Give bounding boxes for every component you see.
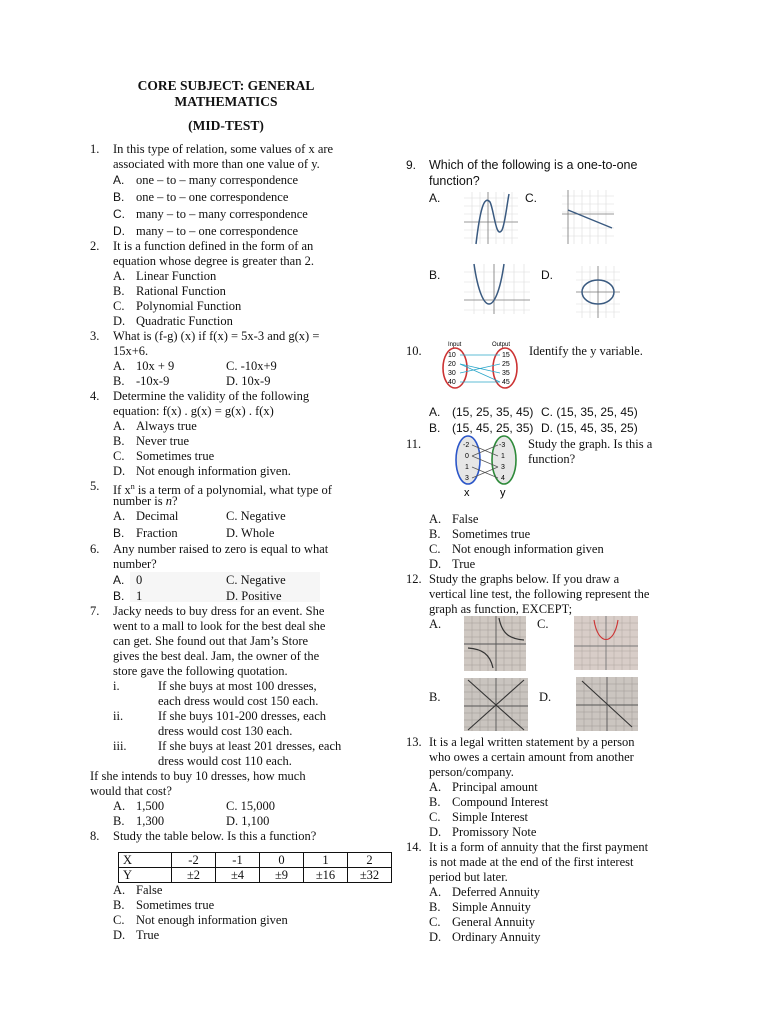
q8-option-a-letter: A. bbox=[113, 883, 126, 897]
q1-number: 1. bbox=[90, 142, 100, 156]
q1-option-a: one – to – many correspondence bbox=[136, 173, 299, 187]
q8-text-line1: Study the table below. Is this a function? bbox=[113, 829, 317, 843]
q3-option-b-letter: B. bbox=[113, 374, 125, 388]
q9-option-b: B. bbox=[429, 268, 441, 282]
q8-table-y-label: Y bbox=[119, 868, 172, 883]
q1-option-b-letter: B. bbox=[113, 190, 125, 204]
q12-graph-a bbox=[464, 616, 526, 671]
q6-option-c: C. Negative bbox=[226, 573, 286, 587]
q1-option-a-letter: A. bbox=[113, 173, 125, 187]
q11-x-label: x bbox=[464, 487, 470, 499]
q7-text-line5: store gave the following quotation. bbox=[113, 664, 288, 678]
q9-option-c: C. bbox=[525, 191, 537, 205]
q5-text-line1: If $x^n$ is a term of a polynomial, what type of bbox=[113, 482, 332, 498]
q10-output-1: 15 bbox=[502, 352, 510, 359]
q2-option-d-letter: D. bbox=[113, 314, 126, 328]
q3-number: 3. bbox=[90, 329, 100, 343]
q3-text-line1: What is (f-g) (x) if f(x) = 5x-3 and g(x) = bbox=[113, 329, 320, 343]
q14-option-d: Ordinary Annuity bbox=[452, 930, 541, 944]
q5-number: 5. bbox=[90, 479, 100, 493]
q8-table-cell: ±9 bbox=[260, 868, 304, 883]
q7-ask-line2: would that cost? bbox=[90, 784, 172, 798]
q14-option-c-letter: C. bbox=[429, 915, 441, 929]
q7-item-iii-line1: If she buys at least 201 dresses, each bbox=[158, 739, 342, 753]
q11-y-2: 1 bbox=[501, 453, 505, 460]
title-line2: MATHEMATICS bbox=[174, 94, 278, 109]
q4-option-a-letter: A. bbox=[113, 419, 126, 433]
q9-text-line2: function? bbox=[429, 174, 480, 188]
q8-table-cell: ±4 bbox=[216, 868, 260, 883]
q6-option-d: D. Positive bbox=[226, 589, 282, 603]
q10-input-3: 30 bbox=[448, 370, 456, 377]
q3-text-line2: 15x+6. bbox=[113, 344, 149, 358]
q12-text-line2: vertical line test, the following represent the bbox=[429, 587, 650, 601]
q14-option-b: Simple Annuity bbox=[452, 900, 531, 914]
q10-option-a: (15, 25, 35, 45) bbox=[452, 405, 534, 419]
q11-option-d: True bbox=[452, 557, 476, 571]
q12-graph-c bbox=[574, 616, 638, 670]
q5-option-c: C. Negative bbox=[226, 509, 286, 523]
q7-ask-line1: If she intends to buy 10 dresses, how much bbox=[90, 769, 306, 783]
q11-x-4: 3 bbox=[465, 475, 469, 482]
q10-output-3: 35 bbox=[502, 370, 510, 377]
q12-text-line1: Study the graphs below. If you draw a bbox=[429, 572, 620, 586]
q4-text-line1: Determine the validity of the following bbox=[113, 389, 310, 403]
q4-option-d: Not enough information given. bbox=[136, 464, 291, 478]
q2-option-b: Rational Function bbox=[136, 284, 226, 298]
q7-item-ii-line1: If she buys 101-200 dresses, each bbox=[158, 709, 327, 723]
q8-table-cell: 1 bbox=[304, 853, 348, 868]
q11-option-a: False bbox=[452, 512, 479, 526]
q11-option-c-letter: C. bbox=[429, 542, 441, 556]
subtitle: (MID-TEST) bbox=[188, 118, 264, 133]
q7-item-ii-number: ii. bbox=[113, 709, 124, 723]
q7-option-a-letter: A. bbox=[113, 799, 126, 813]
q12-number: 12. bbox=[406, 572, 422, 586]
q8-table bbox=[118, 852, 392, 883]
q4-option-d-letter: D. bbox=[113, 464, 126, 478]
q10-input-2: 20 bbox=[448, 361, 456, 368]
q10-option-c: C. (15, 35, 25, 45) bbox=[541, 405, 638, 419]
q5-text-line2: number is n? bbox=[113, 494, 178, 508]
q2-option-b-letter: B. bbox=[113, 284, 125, 298]
q3-option-b: -10x-9 bbox=[136, 374, 170, 388]
q5-option-b: Fraction bbox=[136, 526, 178, 540]
q8-table-x-label: X bbox=[119, 853, 172, 868]
q11-option-a-letter: A. bbox=[429, 512, 442, 526]
q11-text-line1: Study the graph. Is this a bbox=[528, 437, 653, 451]
q7-item-iii-line2: dress would cost 110 each. bbox=[158, 754, 292, 768]
q11-option-d-letter: D. bbox=[429, 557, 442, 571]
q4-option-a: Always true bbox=[136, 419, 197, 433]
q5-option-b-letter: B. bbox=[113, 526, 125, 540]
q9-graph-b bbox=[462, 262, 532, 316]
q11-option-b-letter: B. bbox=[429, 527, 441, 541]
q4-option-c: Sometimes true bbox=[136, 449, 215, 463]
q14-option-d-letter: D. bbox=[429, 930, 442, 944]
q7-item-iii-number: iii. bbox=[113, 739, 127, 753]
q4-number: 4. bbox=[90, 389, 100, 403]
q13-number: 13. bbox=[406, 735, 422, 749]
q2-option-c: Polynomial Function bbox=[136, 299, 242, 313]
q14-number: 14. bbox=[406, 840, 422, 854]
q11-x-1: -2 bbox=[463, 442, 470, 449]
q12-option-a: A. bbox=[429, 617, 442, 631]
q3-option-a: 10x + 9 bbox=[136, 359, 175, 373]
q1-option-d-letter: D. bbox=[113, 224, 125, 238]
q10-option-d: D. (15, 45, 35, 25) bbox=[541, 421, 638, 435]
q7-option-d: D. 1,100 bbox=[226, 814, 270, 828]
q1-text-line1: In this type of relation, some values of x are bbox=[113, 142, 334, 156]
q11-text-line2: function? bbox=[528, 452, 576, 466]
q7-option-c: C. 15,000 bbox=[226, 799, 275, 813]
q8-table-cell: -1 bbox=[216, 853, 260, 868]
q8-option-c: Not enough information given bbox=[136, 913, 288, 927]
q14-text-line2: is not made at the end of the first interest bbox=[429, 855, 634, 869]
q4-option-c-letter: C. bbox=[113, 449, 125, 463]
q7-option-b: 1,300 bbox=[136, 814, 165, 828]
q10-input-1: 10 bbox=[448, 352, 456, 359]
q3-option-c: C. -10x+9 bbox=[226, 359, 277, 373]
q8-option-b: Sometimes true bbox=[136, 898, 215, 912]
q8-option-d-letter: D. bbox=[113, 928, 126, 942]
q9-option-d: D. bbox=[541, 268, 553, 282]
q11-mapping-diagram bbox=[452, 434, 522, 500]
q9-text-line1: Which of the following is a one-to-one bbox=[429, 158, 638, 172]
q12-graph-b bbox=[464, 678, 528, 731]
q11-y-3: 3 bbox=[501, 464, 505, 471]
q2-option-c-letter: C. bbox=[113, 299, 125, 313]
q5-option-a: Decimal bbox=[136, 509, 179, 523]
q1-option-d: many – to – one correspondence bbox=[136, 224, 299, 238]
q9-graph-a bbox=[462, 190, 520, 246]
q13-option-b-letter: B. bbox=[429, 795, 441, 809]
q8-table-cell: ±2 bbox=[172, 868, 216, 883]
q7-item-i-number: i. bbox=[113, 679, 120, 693]
q7-option-a: 1,500 bbox=[136, 799, 165, 813]
q7-text-line3: can get. She found out that Jam’s Store bbox=[113, 634, 309, 648]
q11-y-4: 4 bbox=[501, 475, 505, 482]
q8-option-c-letter: C. bbox=[113, 913, 125, 927]
q8-table-cell: -2 bbox=[172, 853, 216, 868]
q12-option-c: C. bbox=[537, 617, 549, 631]
q2-option-a-letter: A. bbox=[113, 269, 126, 283]
q8-table-cell: ±16 bbox=[304, 868, 348, 883]
q5-option-d: D. Whole bbox=[226, 526, 275, 540]
q11-x-3: 1 bbox=[465, 464, 469, 471]
q8-option-d: True bbox=[136, 928, 160, 942]
q2-text-line1: It is a function defined in the form of an bbox=[113, 239, 314, 253]
q8-table-row-y bbox=[119, 868, 392, 883]
q13-text-line2: who owes a certain amount from another bbox=[429, 750, 634, 764]
q4-option-b-letter: B. bbox=[113, 434, 125, 448]
q6-number: 6. bbox=[90, 542, 100, 556]
q10-option-a-letter: A. bbox=[429, 405, 441, 419]
q11-y-label: y bbox=[500, 487, 506, 499]
q6-option-a-letter: A. bbox=[113, 573, 125, 587]
q10-output-2: 25 bbox=[502, 361, 510, 368]
q14-text-line1: It is a form of annuity that the first payment bbox=[429, 840, 649, 854]
q14-option-a-letter: A. bbox=[429, 885, 442, 899]
q14-option-a: Deferred Annuity bbox=[452, 885, 540, 899]
q7-item-i-line1: If she buys at most 100 dresses, bbox=[158, 679, 317, 693]
q4-text-line2: equation: f(x) . g(x) = g(x) . f(x) bbox=[113, 404, 274, 418]
q14-text-line3: period but later. bbox=[429, 870, 508, 884]
q6-option-a: 0 bbox=[136, 573, 143, 587]
q13-text-line3: person/company. bbox=[429, 765, 514, 779]
q9-graph-d bbox=[574, 264, 622, 320]
q11-y-1: -3 bbox=[499, 442, 506, 449]
q7-text-line2: went to a mall to look for the best deal she bbox=[113, 619, 326, 633]
q6-text-line2: number? bbox=[113, 557, 157, 571]
q12-text-line3: graph as function, EXCEPT; bbox=[429, 602, 573, 616]
q7-option-b-letter: B. bbox=[113, 814, 125, 828]
q7-item-ii-line2: dress would cost 130 each. bbox=[158, 724, 293, 738]
q10-input-4: 40 bbox=[448, 379, 456, 386]
q11-option-c: Not enough information given bbox=[452, 542, 604, 556]
q14-option-b-letter: B. bbox=[429, 900, 441, 914]
q2-text-line2: equation whose degree is greater than 2. bbox=[113, 254, 314, 268]
q13-option-c-letter: C. bbox=[429, 810, 441, 824]
q2-number: 2. bbox=[90, 239, 100, 253]
q1-option-c: many – to – many correspondence bbox=[136, 207, 308, 221]
q10-output-4: 45 bbox=[502, 379, 510, 386]
q3-option-d: D. 10x-9 bbox=[226, 374, 271, 388]
title-line1: CORE SUBJECT: GENERAL bbox=[137, 78, 315, 93]
q8-table-cell: 2 bbox=[348, 853, 392, 868]
q12-option-b: B. bbox=[429, 690, 441, 704]
q10-mapping-diagram bbox=[438, 340, 522, 390]
q8-number: 8. bbox=[90, 829, 100, 843]
q13-option-c: Simple Interest bbox=[452, 810, 529, 824]
q12-graph-d bbox=[576, 677, 638, 731]
q7-text-line4: gives the best deal. Jam, the owner of the bbox=[113, 649, 320, 663]
q11-number: 11. bbox=[406, 437, 422, 451]
q1-text-line2: associated with more than one value of y. bbox=[113, 157, 320, 171]
q13-option-d: Promissory Note bbox=[452, 825, 537, 839]
q8-table-row-x bbox=[119, 853, 392, 868]
q8-option-a: False bbox=[136, 883, 163, 897]
q7-item-i-line2: each dress would cost 150 each. bbox=[158, 694, 319, 708]
q4-option-b: Never true bbox=[136, 434, 190, 448]
q6-option-b: 1 bbox=[136, 589, 143, 603]
q8-option-b-letter: B. bbox=[113, 898, 125, 912]
q9-number: 9. bbox=[406, 158, 417, 172]
q9-option-a: A. bbox=[429, 191, 441, 205]
q11-x-2: 0 bbox=[465, 453, 469, 460]
q6-options-shading bbox=[130, 572, 320, 602]
q13-option-d-letter: D. bbox=[429, 825, 442, 839]
q7-number: 7. bbox=[90, 604, 100, 618]
q3-option-a-letter: A. bbox=[113, 359, 126, 373]
q10-option-b: (15, 45, 25, 35) bbox=[452, 421, 534, 435]
q7-text-line1: Jacky needs to buy dress for an event. She bbox=[113, 604, 325, 618]
q2-option-a: Linear Function bbox=[136, 269, 217, 283]
q13-option-a: Principal amount bbox=[452, 780, 538, 794]
q6-text-line1: Any number raised to zero is equal to what bbox=[113, 542, 329, 556]
q12-option-d: D. bbox=[539, 690, 552, 704]
q10-option-b-letter: B. bbox=[429, 421, 441, 435]
q13-text-line1: It is a legal written statement by a person bbox=[429, 735, 635, 749]
q10-input-label: Input bbox=[448, 342, 462, 348]
q5-option-a-letter: A. bbox=[113, 509, 126, 523]
q10-output-label: Output bbox=[492, 342, 511, 348]
q11-option-b: Sometimes true bbox=[452, 527, 531, 541]
q2-option-d: Quadratic Function bbox=[136, 314, 233, 328]
q13-option-b: Compound Interest bbox=[452, 795, 549, 809]
q14-option-c: General Annuity bbox=[452, 915, 535, 929]
q10-prompt: Identify the y variable. bbox=[529, 344, 643, 358]
q1-option-b: one – to – one correspondence bbox=[136, 190, 289, 204]
q1-option-c-letter: C. bbox=[113, 207, 125, 221]
q6-option-b-letter: B. bbox=[113, 589, 125, 603]
q8-table-cell: 0 bbox=[260, 853, 304, 868]
q9-graph-c bbox=[560, 188, 616, 246]
q13-option-a-letter: A. bbox=[429, 780, 442, 794]
q8-table-cell: ±32 bbox=[348, 868, 392, 883]
q10-number: 10. bbox=[406, 344, 422, 358]
